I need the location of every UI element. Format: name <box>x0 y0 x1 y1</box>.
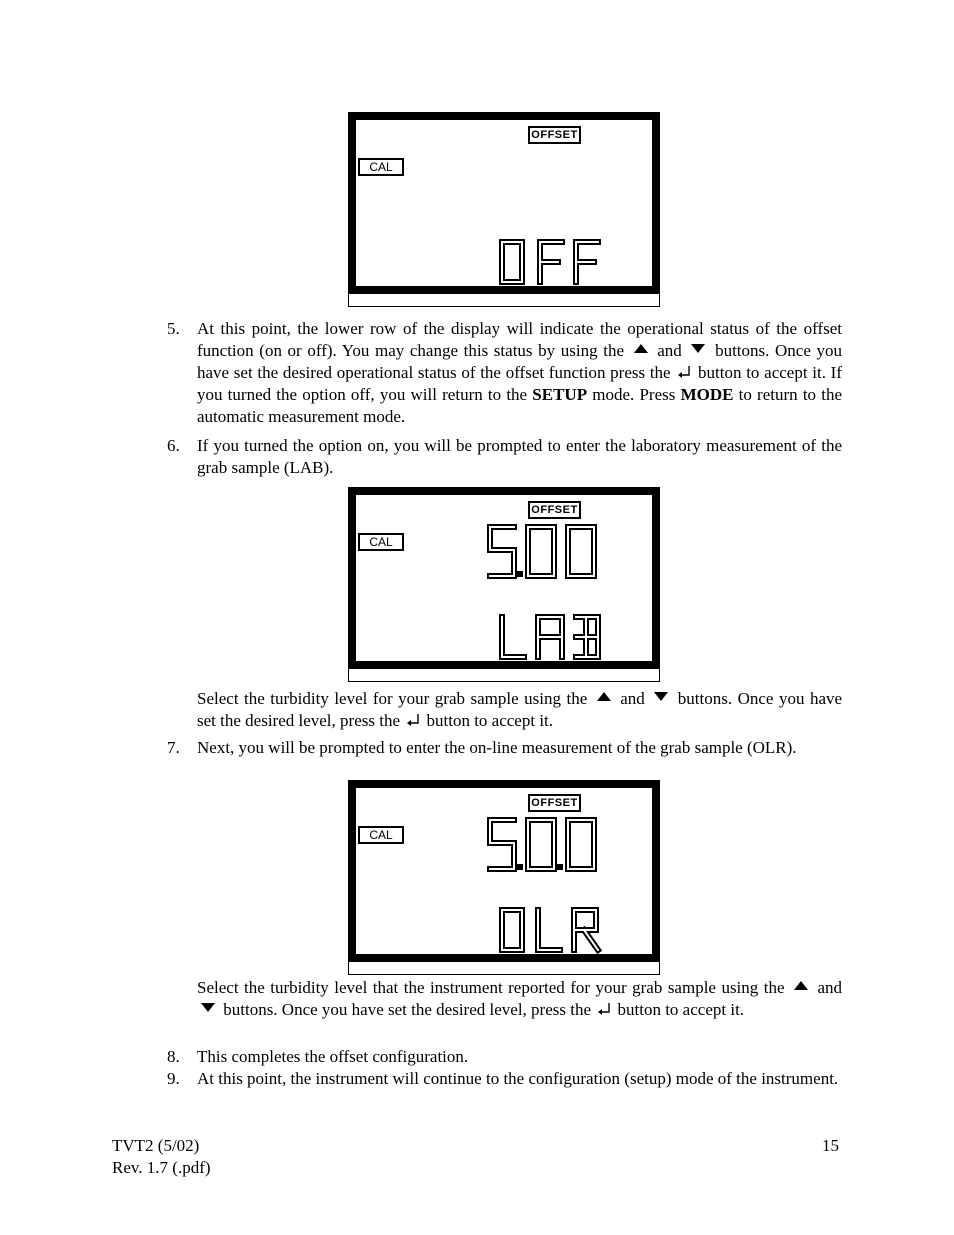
footer-doc-id: TVT2 (5/02) <box>112 1136 200 1155</box>
lcd-bezel <box>348 780 660 962</box>
page-number: 15 <box>822 1136 839 1155</box>
lab-instructions: Select the turbidity level for your grab sample using the and buttons. Once you have set the desired level, press the button to accept it. <box>197 689 843 730</box>
offset-indicator: OFFSET <box>528 501 581 519</box>
step-8 <box>167 1046 842 1068</box>
enter-arrow-icon <box>406 713 420 727</box>
cal-indicator: CAL <box>358 533 404 551</box>
step-number: 6. <box>167 436 180 455</box>
enter-arrow-icon <box>597 1002 611 1016</box>
lower-row-lab <box>496 613 606 663</box>
down-triangle-icon <box>201 1003 215 1012</box>
step-number: 7. <box>167 738 180 757</box>
lcd-display-offset-off <box>348 112 660 307</box>
up-triangle-icon <box>597 692 611 701</box>
step-9 <box>167 1068 842 1090</box>
step-number: 9. <box>167 1069 180 1088</box>
lcd-display-lab <box>348 487 660 682</box>
cal-indicator: CAL <box>358 158 404 176</box>
lcd-bezel <box>348 487 660 669</box>
step-6-text: If you turned the option on, you will be prompted to enter the laboratory measurement of the grab sample (LAB). <box>197 436 842 477</box>
step-number: 8. <box>167 1047 180 1066</box>
lcd-screen <box>356 120 652 286</box>
down-triangle-icon <box>691 344 705 353</box>
lcd-screen <box>356 788 652 954</box>
upper-row-value <box>484 816 600 874</box>
step-number: 5. <box>167 319 180 338</box>
lcd-base <box>348 294 660 307</box>
step-9-text: At this point, the instrument will continue to the configuration (setup) mode of the instrument. <box>197 1069 839 1088</box>
lcd-display-olr <box>348 780 660 975</box>
lcd-base <box>348 669 660 682</box>
upper-row-value <box>484 523 600 581</box>
down-triangle-icon <box>654 692 668 701</box>
olr-instructions: Select the turbidity level that the instrument reported for your grab sample using the and buttons. Once you have set the desired level, press the button to accept it. <box>197 978 842 1019</box>
step-5-text: At this point, the lower row of the display will indicate the operational status of the offset function (on or off). You may change this status by using the and buttons. Once you have set the desired operational status of the offset function press the button to accept it. If you turned the option off, you will return to the SETUP mode. Press MODE to return to the automatic measurement mode. <box>197 319 843 426</box>
lcd-base <box>348 962 660 975</box>
step-5 <box>167 318 842 428</box>
lcd-screen <box>356 495 652 661</box>
step-7-text: Next, you will be prompted to enter the on-line measurement of the grab sample (OLR). <box>197 738 797 757</box>
up-triangle-icon <box>634 344 648 353</box>
enter-arrow-icon <box>677 365 691 379</box>
lower-row-olr <box>496 906 606 956</box>
lower-row-off <box>496 238 606 288</box>
lcd-bezel <box>348 112 660 294</box>
footer-revision: Rev. 1.7 (.pdf) <box>112 1158 211 1177</box>
cal-indicator: CAL <box>358 826 404 844</box>
up-triangle-icon <box>794 981 808 990</box>
offset-indicator: OFFSET <box>528 126 581 144</box>
step-6 <box>167 435 842 479</box>
step-8-text: This completes the offset configuration. <box>197 1047 469 1066</box>
step-7 <box>167 737 842 759</box>
offset-indicator: OFFSET <box>528 794 581 812</box>
